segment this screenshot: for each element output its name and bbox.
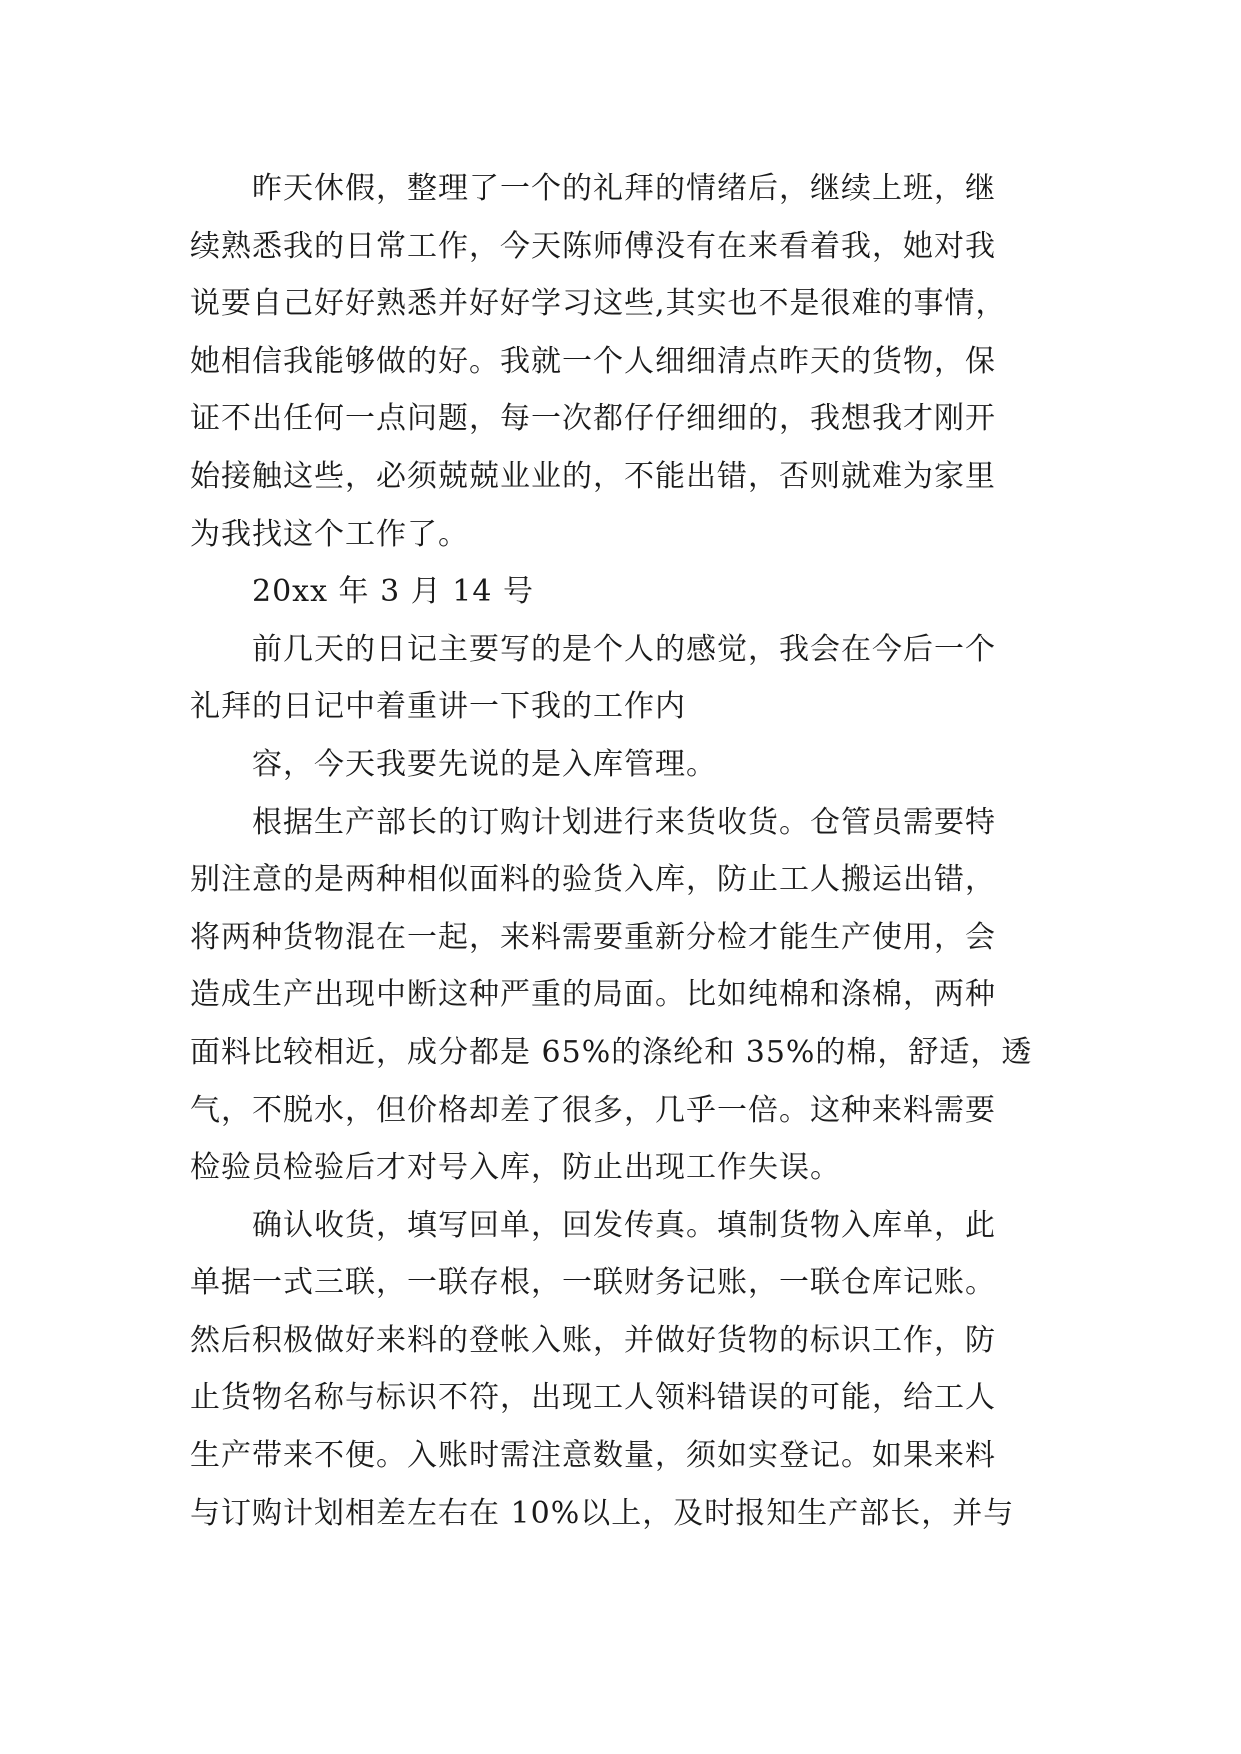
body-text (190, 160, 1090, 1542)
text-line: 止货物名称与标识不符，出现工人领料错误的可能，给工人 (190, 1380, 996, 1416)
text-line: 确认收货，填写回单，回发传真。填制货物入库单，此 (252, 1207, 996, 1243)
text-line: 前几天的日记主要写的是个人的感觉，我会在今后一个 (252, 631, 996, 667)
text-line: 然后积极做好来料的登帐入账，并做好货物的标识工作，防 (190, 1322, 996, 1358)
text-line: 检验员检验后才对号入库，防止出现工作失误。 (190, 1150, 841, 1186)
text-line: 根据生产部长的订购计划进行来货收货。仓管员需要特 (252, 804, 996, 840)
text-line: 她相信我能够做的好。我就一个人细细清点昨天的货物，保 (190, 343, 996, 379)
text-line: 面料比较相近，成分都是 65%的涤纶和 35%的棉，舒适，透 (190, 1034, 1033, 1070)
text-line: 将两种货物混在一起，来料需要重新分检才能生产使用，会 (190, 919, 996, 955)
text-line: 生产带来不便。入账时需注意数量，须如实登记。如果来料 (190, 1438, 996, 1474)
text-line: 续熟悉我的日常工作，今天陈师傅没有在来看着我，她对我 (190, 228, 996, 264)
text-line: 与订购计划相差左右在 10%以上，及时报知生产部长，并与 (190, 1495, 1015, 1531)
text-line: 容，今天我要先说的是入库管理。 (252, 746, 717, 782)
text-line: 20xx 年 3 月 14 号 (252, 574, 534, 610)
text-line: 气，不脱水，但价格却差了很多，几乎一倍。这种来料需要 (190, 1092, 996, 1128)
text-line: 始接触这些，必须兢兢业业的，不能出错，否则就难为家里 (190, 458, 996, 494)
text-line: 单据一式三联，一联存根，一联财务记账，一联仓库记账。 (190, 1265, 996, 1301)
text-line: 造成生产出现中断这种严重的局面。比如纯棉和涤棉，两种 (190, 977, 996, 1013)
text-line: 为我找这个工作了。 (190, 516, 469, 552)
text-line: 别注意的是两种相似面料的验货入库，防止工人搬运出错， (190, 862, 996, 898)
text-line: 说要自己好好熟悉并好好学习这些,其实也不是很难的事情， (190, 286, 1007, 322)
text-line: 礼拜的日记中着重讲一下我的工作内 (190, 689, 686, 725)
text-line: 昨天休假，整理了一个的礼拜的情绪后，继续上班，继 (252, 171, 996, 206)
text-line: 证不出任何一点问题，每一次都仔仔细细的，我想我才刚开 (190, 401, 996, 437)
